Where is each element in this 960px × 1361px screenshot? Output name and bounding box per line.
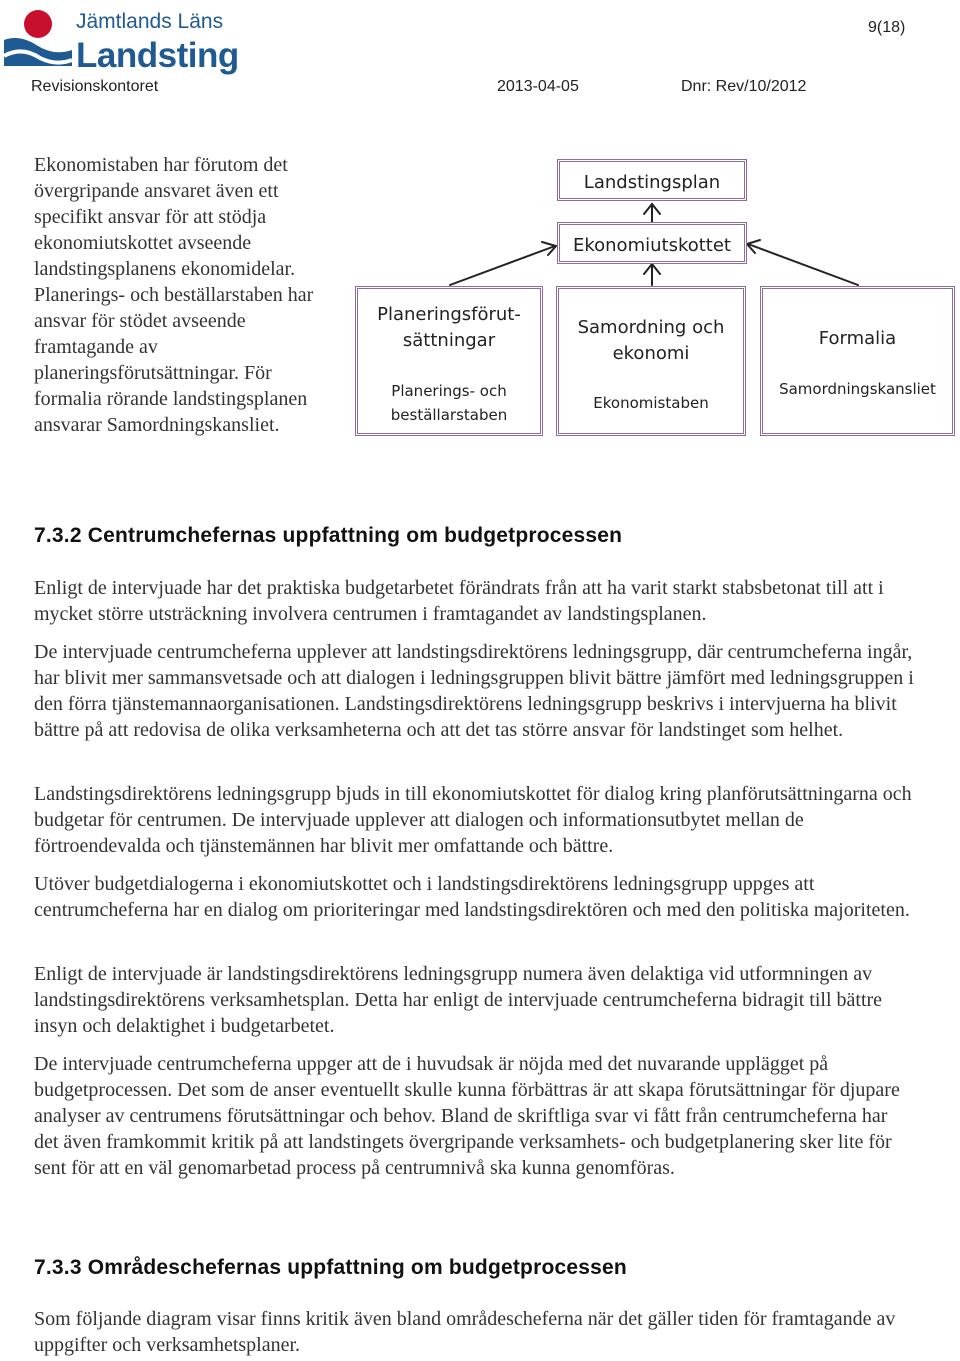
page-number: 9(18) [868,19,906,36]
paragraph: Landstingsdirektörens ledningsgrupp bjuds in till ekonomiutskottet för dialog kring planförutsättningarna och budgetar för centrumen. De intervjuade upplever att dialogen och informationsutbytet mellan de förtroendevalda och tjänstemännen har blivit mer omfattande och bättre. [34,783,912,857]
logo [4,6,244,78]
connector-arrow [748,244,858,285]
box-left-title-line1: Planeringsförut- [377,304,521,325]
connector-arrow [450,246,555,285]
paragraph: Enligt de intervjuade är landstingsdirektörens ledningsgrupp numera även delaktiga vid utformningen av landstingsdirektörens verksamhetsplan. Detta har enligt de intervjuade centrumcheferna bidragit till bättre insyn och delaktighet i budgetarbetet. [34,963,883,1037]
paragraph: De intervjuade centrumcheferna uppger att de i huvudsak är nöjda med det nuvarande upplägget på budgetprocessen. Det som de anser eventuellt skulle kunna förbättras är att skapa förutsättningar för djupare analyser av centrumens förutsättningar och behov. Bland de skriftliga svar vi fått från centrumcheferna har det även framkommit kritik på att landstingets övergripande verksamhets- och budgetplanering sker lite för sent för att en väl genomarbetad process på centrumnivå ska kunna genomföras. [34,1053,900,1179]
logo-text-line1: Jämtlands Läns [76,10,224,33]
box-ekonomiutskottet-title: Ekonomiutskottet [572,235,731,256]
paragraph: Som följande diagram visar finns kritik även bland områdescheferna när det gäller tiden för framtagande av uppgifter och verksamhetsplaner. [34,1308,896,1356]
box-right-title: Formalia [818,328,897,349]
box-mid-title-line2: ekonomi [612,343,690,364]
box-landstingsplan [557,159,747,201]
box-landstingsplan-title: Landstingsplan [583,172,721,193]
paragraph: De intervjuade centrumcheferna upplever att landstingsdirektörens ledningsgrupp, där centrumcheferna ingår, har blivit mer sammansvetsade och att dialogen i ledningsgruppen blivit bättre jämfört med ledningsgruppen i den förra tjänstemannaorganisationen. Landstingsdirektörens ledningsgrupp beskrivs i intervjuerna ha blivit bättre på att redovisa de olika verksamheterna och att det tas större ansvar för landstinget som helhet. [34,641,914,741]
header-department: Revisionskontoret [31,78,159,95]
org-diagram [350,152,960,442]
box-ekonomiutskottet [557,222,747,264]
section-heading-7-3-3: 7.3.3 Områdeschefernas uppfattning om budgetprocessen [34,1256,627,1279]
box-left-title-line2: sättningar [402,330,496,351]
box-right-sub: Samordningskansliet [779,380,936,398]
section-heading-7-3-2: 7.3.2 Centrumchefernas uppfattning om budgetprocessen [34,524,623,547]
paragraph: Enligt de intervjuade har det praktiska budgetarbetet förändrats från att ha varit starkt stabsbetonat till att i mycket större utsträckning involvera centrumen i framtagandet av landstingsplanen. [34,577,884,625]
intro-paragraph: Ekonomistaben har förutom det övergripande ansvaret även ett specifikt ansvar för att stödja ekonomiutskottet avseende landstingsplanens ekonomidelar. Planerings- och beställarstaben har ansvar för stödet avseende framtagande av planeringsförutsättningar. För formalia rörande landstingsplanen ansvarar Samordningskansliet. [34,154,314,436]
box-mid-title-line1: Samordning och [577,317,725,338]
logo-mark-icon [4,6,74,76]
box-mid-sub: Ekonomistaben [593,394,709,412]
logo-text-line2: Landsting [76,36,239,75]
header-date: 2013-04-05 [497,78,579,95]
box-left-sub-line1: Planerings- och [391,382,507,400]
box-planeringsforutsattningar [355,286,543,436]
header-reference: Dnr: Rev/10/2012 [681,78,807,95]
box-left-sub-line2: beställarstaben [390,406,508,424]
box-samordning-ekonomi [556,286,746,436]
paragraph: Utöver budgetdialogerna i ekonomiutskottet och i landstingsdirektörens ledningsgrupp uppges att centrumcheferna har en dialog om prioriteringar med landstingsdirektören och med den politiska majoriteten. [34,873,910,921]
box-formalia [760,286,955,436]
